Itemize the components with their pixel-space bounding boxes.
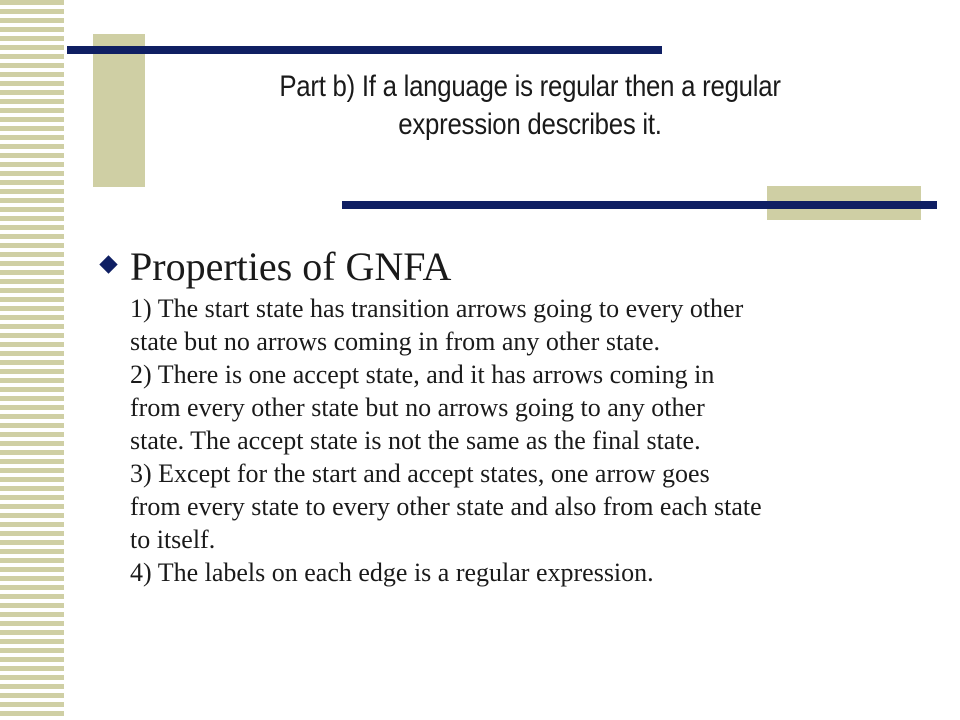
body-line: 1) The start state has transition arrows going to every other xyxy=(130,294,744,323)
striped-border xyxy=(0,0,68,720)
title-rule-top xyxy=(67,46,662,54)
body-line: from every state to every other state and also from each state xyxy=(130,492,762,521)
title-accent-block-left xyxy=(93,34,145,187)
title-line: expression describes it. xyxy=(398,108,662,141)
title-rule-bottom xyxy=(342,201,937,209)
bullet-body xyxy=(130,292,920,589)
body-line: 4) The labels on each edge is a regular expression. xyxy=(130,558,654,587)
body-line: 3) Except for the start and accept states, one arrow goes xyxy=(130,459,710,488)
body-line: 2) There is one accept state, and it has arrows coming in xyxy=(130,360,715,389)
body-line: to itself. xyxy=(130,525,216,554)
body-line: from every other state but no arrows going to any other xyxy=(130,393,705,422)
body-line: state. The accept state is not the same as the final state. xyxy=(130,426,701,455)
bullet-heading: Properties of GNFA xyxy=(130,244,452,289)
title-line: Part b) If a language is regular then a regular xyxy=(279,70,781,103)
slide-title xyxy=(212,68,848,144)
diamond-bullet-icon xyxy=(99,255,117,273)
body-line: state but no arrows coming in from any other state. xyxy=(130,327,660,356)
